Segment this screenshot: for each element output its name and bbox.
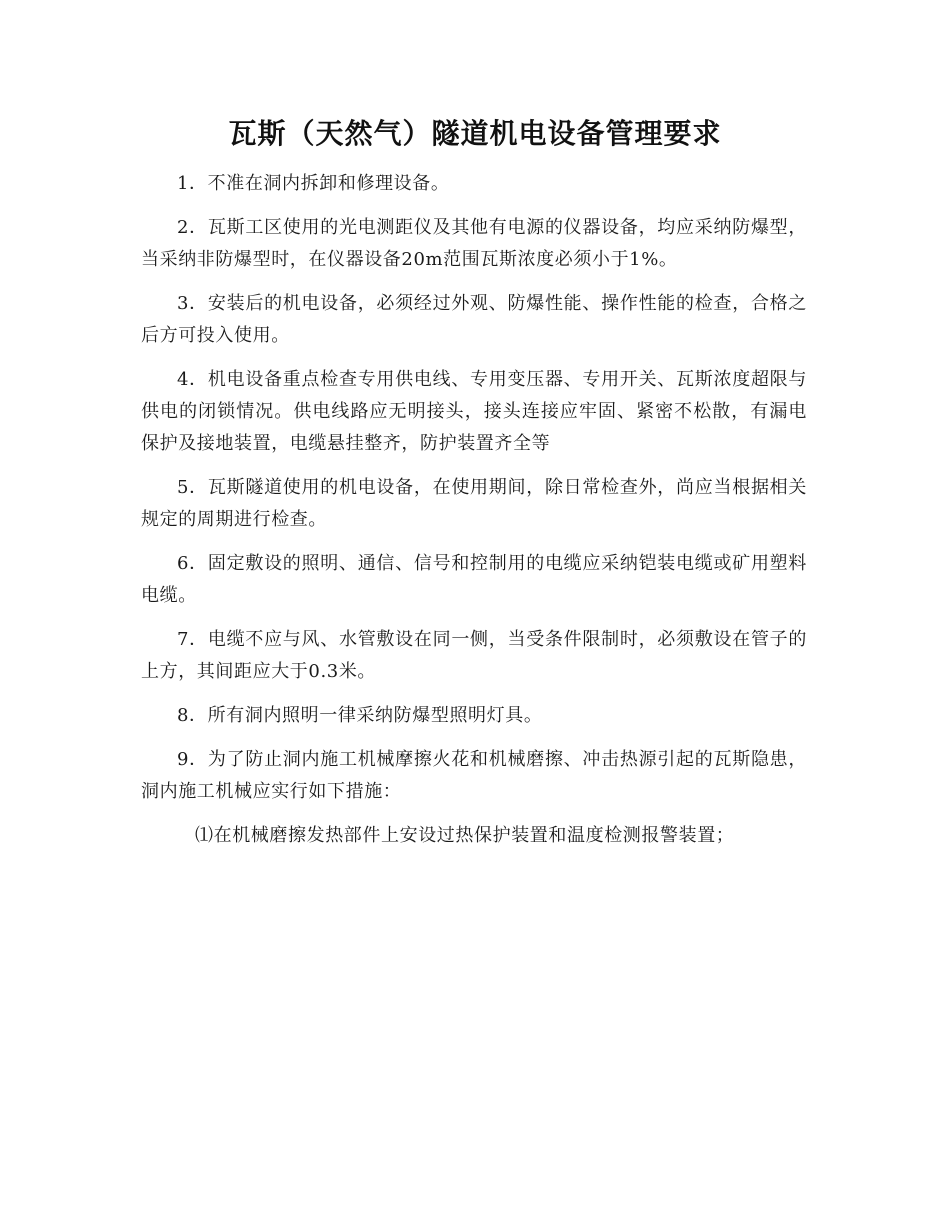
- paragraph-9: 9．为了防止洞内施工机械摩擦火花和机械磨擦、冲击热源引起的瓦斯隐患，洞内施工机械应实行如下措施：: [141, 749, 807, 802]
- paragraph-2: 2．瓦斯工区使用的光电测距仪及其他有电源的仪器设备，均应采纳防爆型，当采纳非防爆型时，在仪器设备20m范围瓦斯浓度必须小于1%。: [141, 217, 807, 270]
- document-title: 瓦斯（天然气）隧道机电设备管理要求: [228, 117, 722, 150]
- paragraph-3: 3．安装后的机电设备，必须经过外观、防爆性能、操作性能的检查，合格之后方可投入使用。: [141, 293, 807, 346]
- paragraph-8: 8．所有洞内照明一律采纳防爆型照明灯具。: [177, 705, 543, 726]
- paragraph-4: 4．机电设备重点检查专用供电线、专用变压器、专用开关、瓦斯浓度超限与供电的闭锁情况。供电线路应无明接头，接头连接应牢固、紧密不松散，有漏电保护及接地装置，电缆悬挂整齐，防护装置齐全等: [141, 369, 807, 454]
- paragraph-7: 7．电缆不应与风、水管敷设在同一侧，当受条件限制时，必须敷设在管子的上方，其间距应大于0.3米。: [141, 629, 807, 682]
- paragraph-6: 6．固定敷设的照明、通信、信号和控制用的电缆应采纳铠装电缆或矿用塑料电缆。: [141, 553, 807, 606]
- paragraph-1: 1．不准在洞内拆卸和修理设备。: [177, 173, 450, 194]
- paragraph-9-sub-1: ⑴在机械磨擦发热部件上安设过热保护装置和温度检测报警装置；: [195, 825, 735, 846]
- paragraph-5: 5．瓦斯隧道使用的机电设备，在使用期间，除日常检查外，尚应当根据相关规定的周期进行检查。: [141, 477, 807, 530]
- document-body: [141, 168, 807, 864]
